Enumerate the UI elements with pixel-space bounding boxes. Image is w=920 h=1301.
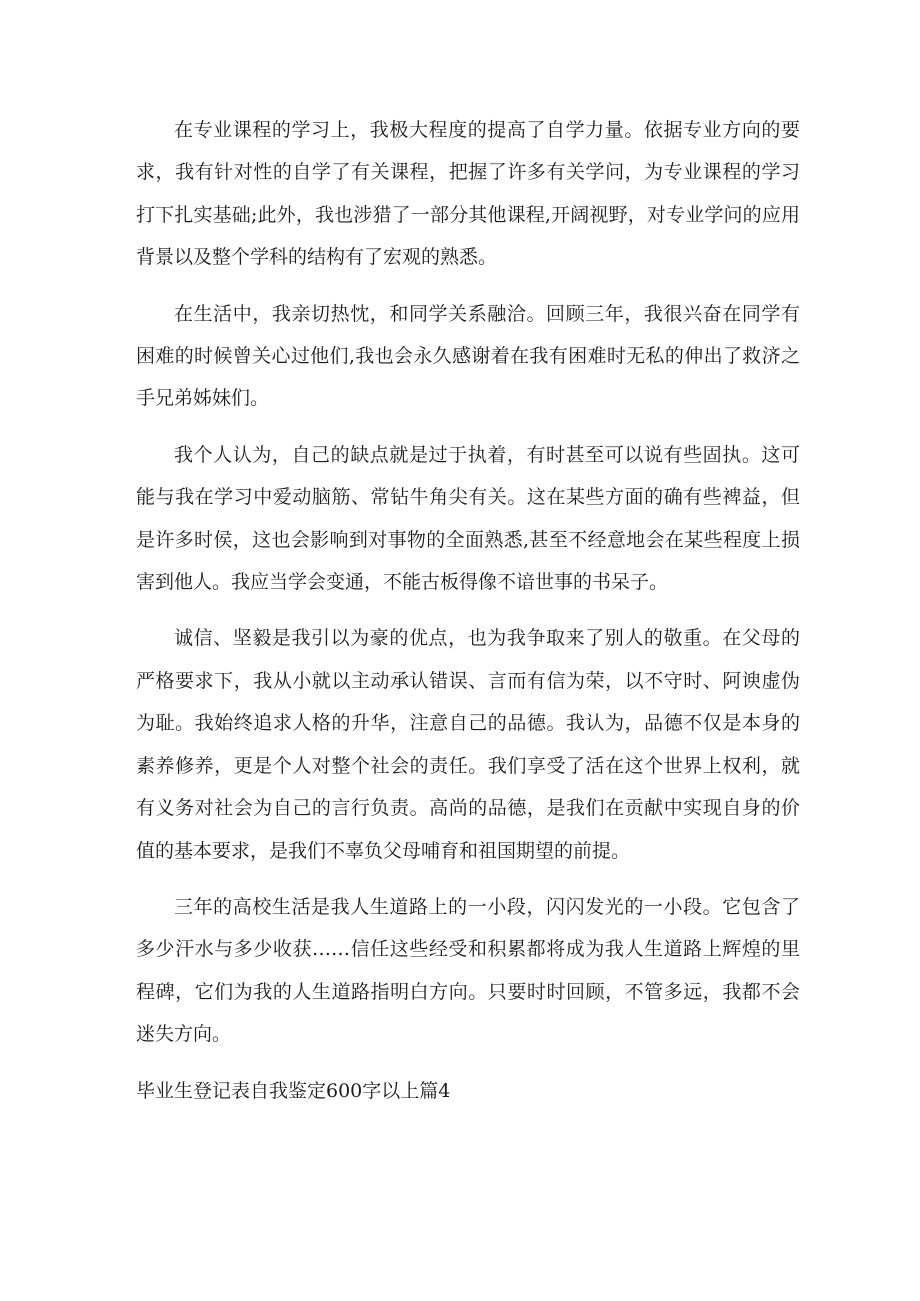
paragraph-study: 在专业课程的学习上，我极大程度的提高了自学力量。依据专业方向的要求，我有针对性的自学了有关课程，把握了许多有关学问，为专业课程的学习打下扎实基础;此外，我也涉猎了一部分其他课程,开阔视野，对专业学问的应用背景以及整个学科的结构有了宏观的熟悉。 [136,119,800,269]
paragraph-conclusion: 三年的高校生活是我人生道路上的一小段，闪闪发光的一小段。它包含了多少汗水与多少收获……信任这些经受和积累都将成为我人生道路上辉煌的里程碑，它们为我的人生道路指明白方向。只要时时回顾，不管多远，我都不会迷失方向。 [136,895,800,1046]
section-heading: 毕业生登记表自我鉴定600字以上篇4 [136,1079,451,1102]
document-body [136,109,800,1112]
paragraph-strengths: 诚信、坚毅是我引以为豪的优点，也为我争取来了别人的敬重。在父母的严格要求下，我从小就以主动承认错误、言而有信为荣，以不守时、阿谀虚伪为耻。我始终追求人格的升华，注意自己的品德。我认为，品德不仅是本身的素养修养，更是个人对整个社会的责任。我们享受了活在这个世界上权利，就有义务对社会为自己的言行负责。高尚的品德，是我们在贡献中实现自身的价值的基本要求，是我们不辜负父母哺育和祖国期望的前提。 [136,627,800,862]
paragraph-shortcomings: 我个人认为，自己的缺点就是过于执着，有时甚至可以说有些固执。这可能与我在学习中爱动脑筋、常钻牛角尖有关。这在某些方面的确有些裨益，但是许多时侯，这也会影响到对事物的全面熟悉,甚至不经意地会在某些程度上损害到他人。我应当学会变通，不能古板得像不谙世事的书呆子。 [136,443,800,594]
paragraph-life: 在生活中，我亲切热忱，和同学关系融洽。回顾三年，我很兴奋在同学有困难的时候曾关心过他们,我也会永久感谢着在我有困难时无私的伸出了救济之手兄弟姊妹们。 [136,302,800,410]
